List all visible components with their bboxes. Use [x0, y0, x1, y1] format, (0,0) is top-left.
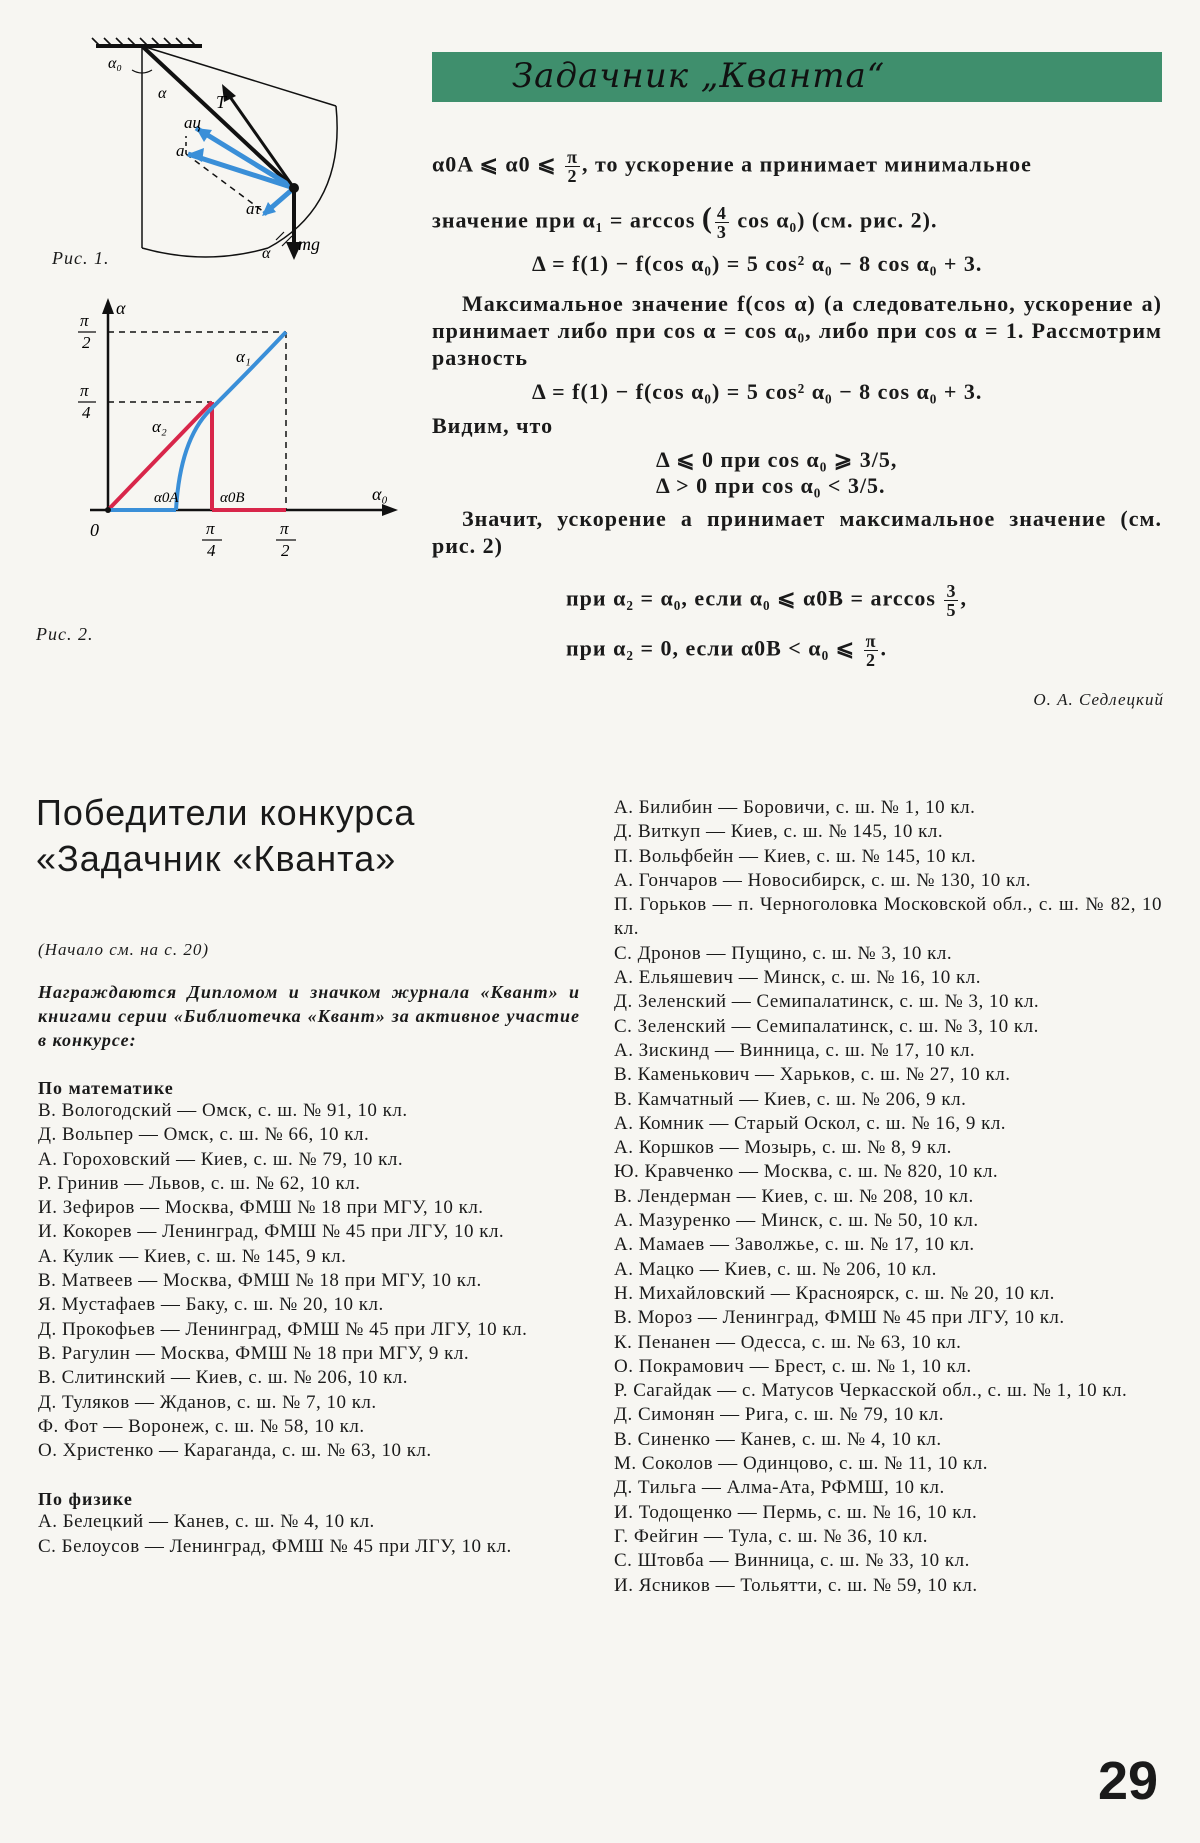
page-number: 29 [1098, 1751, 1159, 1811]
label-centripetal: aц [184, 113, 201, 132]
list-item: Д. Зеленский — Семипалатинск, с. ш. № 3, 10 кл. [614, 991, 1040, 1013]
list-item: А. Кулик — Киев, с. ш. № 145, 9 кл. [38, 1245, 347, 1267]
list-item: И. Кокорев — Ленинград, ФМШ № 45 при ЛГУ, 10 кл. [38, 1221, 505, 1243]
winners-title: Победители конкурса «Задачник «Кванта» [36, 792, 416, 879]
list-item: А. Гончаров — Новосибирск, с. ш. № 130, 10 кл. [614, 869, 1031, 891]
list-item: Я. Мустафаев — Баку, с. ш. № 20, 10 кл. [38, 1294, 384, 1316]
list-item: Г. Фейгин — Тула, с. ш. № 36, 10 кл. [614, 1525, 928, 1547]
equation-1: Δ = f(1) − f(cos α₀) = 5 cos² α₀ − 8 cos α₀ + 3. [532, 251, 983, 276]
ytick-pi4-den: 4 [82, 403, 91, 422]
list-item: А. Ельяшевич — Минск, с. ш. № 16, 10 кл. [614, 967, 982, 989]
list-item: П. Горьков — п. Черноголовка Московской обл., с. ш. № 82, 10 кл. [614, 894, 1162, 940]
list-item: К. Пенанен — Одесса, с. ш. № 63, 10 кл. [614, 1331, 962, 1353]
list-item: М. Соколов — Одинцово, с. ш. № 11, 10 кл. [614, 1453, 988, 1475]
paragraph-1: Максимальное значение f(cos α) (а следовательно, ускорение a) принимает либо при cos α = cos α₀, либо при cos α = 1. Рассмотрим разность [432, 291, 1162, 370]
list-item: В. Камчатный — Киев, с. ш. № 206, 9 кл. [614, 1088, 967, 1110]
inequality-1: Δ ⩽ 0 при cos α₀ ⩾ 3/5, [656, 447, 898, 472]
figure-2-caption: Рис. 2. [36, 624, 94, 644]
inequality-2: Δ > 0 при cos α₀ < 3/5. [656, 473, 886, 498]
author: О. А. Седлецкий [1033, 690, 1164, 709]
list-item: В. Лендерман — Киев, с. ш. № 208, 10 кл. [614, 1185, 974, 1207]
list-item: В. Матвеев — Москва, ФМШ № 18 при МГУ, 10 кл. [38, 1270, 482, 1292]
list-item: А. Зискинд — Винница, с. ш. № 17, 10 кл. [614, 1039, 976, 1061]
origin-label: 0 [90, 520, 99, 540]
axis-x-label: α₀ [372, 484, 388, 504]
list-item: И. Ясников — Тольятти, с. ш. № 59, 10 кл. [614, 1574, 978, 1596]
curve-label-a0A: α0A [154, 490, 179, 506]
list-item: С. Зеленский — Семипалатинск, с. ш. № 3, 10 кл. [614, 1015, 1039, 1037]
list-item: И. Зефиров — Москва, ФМШ № 18 при МГУ, 10 кл. [38, 1197, 484, 1219]
figure-1-pendulum [36, 36, 356, 276]
list-item: И. Тодощенко — Пермь, с. ш. № 16, 10 кл. [614, 1501, 978, 1523]
axis-y-label: α [116, 298, 126, 318]
solution-line-2: значение при α₁ = arccos ( $\frac{4}{3}$ cos α₀) (см. рис. 2). [432, 201, 938, 242]
list-item: П. Вольфбейн — Киев, с. ш. № 145, 10 кл. [614, 845, 977, 867]
ytick-pi4-num: π [80, 381, 89, 400]
seen-text: Видим, что [432, 413, 554, 438]
list-item: С. Дронов — Пущино, с. ш. № 3, 10 кл. [614, 942, 953, 964]
list-item: С. Белоусов — Ленинград, ФМШ № 45 при ЛГУ, 10 кл. [38, 1535, 512, 1557]
list-item: О. Покрамович — Брест, с. ш. № 1, 10 кл. [614, 1355, 972, 1377]
label-alpha: α [158, 85, 167, 102]
list-item: В. Слитинский — Киев, с. ш. № 206, 10 кл. [38, 1367, 409, 1389]
label-gravity: mg [298, 234, 320, 254]
list-item: Р. Гринив — Львов, с. ш. № 62, 10 кл. [38, 1172, 361, 1194]
paragraph-2: Значит, ускорение a принимает максимальное значение (см. рис. 2) [432, 506, 1162, 558]
label-alpha0: α₀ [108, 55, 122, 72]
list-item: Ф. Фот — Воронеж, с. ш. № 58, 10 кл. [38, 1415, 365, 1437]
list-item: В. Синенко — Канев, с. ш. № 4, 10 кл. [614, 1428, 942, 1450]
list-item: Д. Виткуп — Киев, с. ш. № 145, 10 кл. [614, 821, 944, 843]
list-item: Д. Тильга — Алма-Ата, РФМШ, 10 кл. [614, 1477, 945, 1499]
case-1: при α₂ = α₀, если α₀ ⩽ α0B = arccos $\frac{3}{5}$ , [566, 581, 967, 620]
list-item: Ю. Кравченко — Москва, с. ш. № 820, 10 кл. [614, 1161, 999, 1183]
curve-label-a0B: α0B [220, 490, 245, 506]
list-item: А. Билибин — Боровичи, с. ш. № 1, 10 кл. [614, 797, 976, 818]
xtick-pi4-num: π [206, 519, 215, 538]
award-statement: Награждаются Дипломом и значком журнала «Квант» и книгами серии «Библиотечка «Квант» за активное участие в конкурсе: [38, 982, 580, 1050]
physics-winners-list [38, 1510, 580, 1559]
xtick-pi2-num: π [280, 519, 289, 538]
continuation-note: (Начало см. на с. 20) [38, 940, 209, 959]
list-item: Р. Сагайдак — с. Матусов Черкасской обл., с. ш. № 1, 10 кл. [614, 1380, 1128, 1402]
left-column [38, 1078, 580, 1559]
list-item: А. Мацко — Киев, с. ш. № 206, 10 кл. [614, 1258, 937, 1280]
solution-line-1: α0A ⩽ α0 ⩽ $\frac{\pi}{2}$ , то ускорение a принимает минимальное [432, 147, 1032, 186]
ytick-pi2-num: π [80, 311, 89, 330]
fraction-3-5: $\frac{3}{5}$ [946, 581, 957, 620]
curve-label-a1: α₁ [236, 347, 251, 366]
figure-1-caption: Рис. 1. [52, 248, 110, 268]
equation-2: Δ = f(1) − f(cos α₀) = 5 cos² α₀ − 8 cos α₀ + 3. [532, 379, 983, 404]
banner-title: Задачник „Кванта“ [512, 56, 886, 96]
fraction-pi-2: $\frac{\pi}{2}$ [567, 147, 578, 186]
fraction-4-3: $\frac{4}{3}$ [716, 203, 727, 242]
list-item: А. Коршков — Мозырь, с. ш. № 8, 9 кл. [614, 1137, 952, 1159]
list-item: А. Гороховский — Киев, с. ш. № 79, 10 кл. [38, 1148, 404, 1170]
list-item: А. Белецкий — Канев, с. ш. № 4, 10 кл. [38, 1511, 375, 1533]
list-item: Д. Вольпер — Омск, с. ш. № 66, 10 кл. [38, 1124, 370, 1146]
list-item: В. Вологодский — Омск, с. ш. № 91, 10 кл. [38, 1100, 408, 1121]
xtick-pi2-den: 2 [281, 541, 290, 560]
xtick-pi4-den: 4 [207, 541, 216, 560]
label-acceleration: a [176, 141, 185, 160]
label-tension: T [216, 92, 227, 112]
list-item: С. Штовба — Винница, с. ш. № 33, 10 кл. [614, 1550, 970, 1572]
curve-label-a2: α₂ [152, 417, 167, 436]
fraction-pi-2-b: $\frac{\pi}{2}$ [865, 631, 877, 670]
list-item: Н. Михайловский — Красноярск, с. ш. № 20, 10 кл. [614, 1282, 1055, 1304]
math-winners-list [38, 1099, 580, 1463]
list-item: В. Мороз — Ленинград, ФМШ № 45 при ЛГУ, 10 кл. [614, 1307, 1065, 1329]
list-item: А. Комник — Старый Оскол, с. ш. № 16, 9 кл. [614, 1112, 1007, 1134]
list-item: Д. Прокофьев — Ленинград, ФМШ № 45 при ЛГУ, 10 кл. [38, 1318, 528, 1340]
section-banner [432, 52, 1162, 102]
list-item: А. Мамаев — Заволжье, с. ш. № 17, 10 кл. [614, 1234, 975, 1256]
label-tangential: aτ [246, 199, 261, 218]
list-item: В. Каменькович — Харьков, с. ш. № 27, 10 кл. [614, 1064, 1011, 1086]
physics-heading: По физике [38, 1489, 133, 1510]
list-item: Д. Симонян — Рига, с. ш. № 79, 10 кл. [614, 1404, 945, 1426]
list-item: Д. Туляков — Жданов, с. ш. № 7, 10 кл. [38, 1391, 377, 1413]
list-item: В. Рагулин — Москва, ФМШ № 18 при МГУ, 9 кл. [38, 1342, 470, 1364]
figure-2-graph [50, 290, 400, 570]
list-item: О. Христенко — Караганда, с. ш. № 63, 10 кл. [38, 1440, 432, 1462]
ytick-pi2-den: 2 [82, 333, 91, 352]
list-item: А. Мазуренко — Минск, с. ш. № 50, 10 кл. [614, 1210, 979, 1232]
case-2: при α₂ = 0, если α0B < α₀ ⩽ $\frac{\pi}{2}$ . [566, 631, 887, 670]
label-alpha-lower: α [262, 245, 271, 262]
right-column-winners-list [614, 796, 1162, 1598]
math-heading: По математике [38, 1078, 174, 1098]
